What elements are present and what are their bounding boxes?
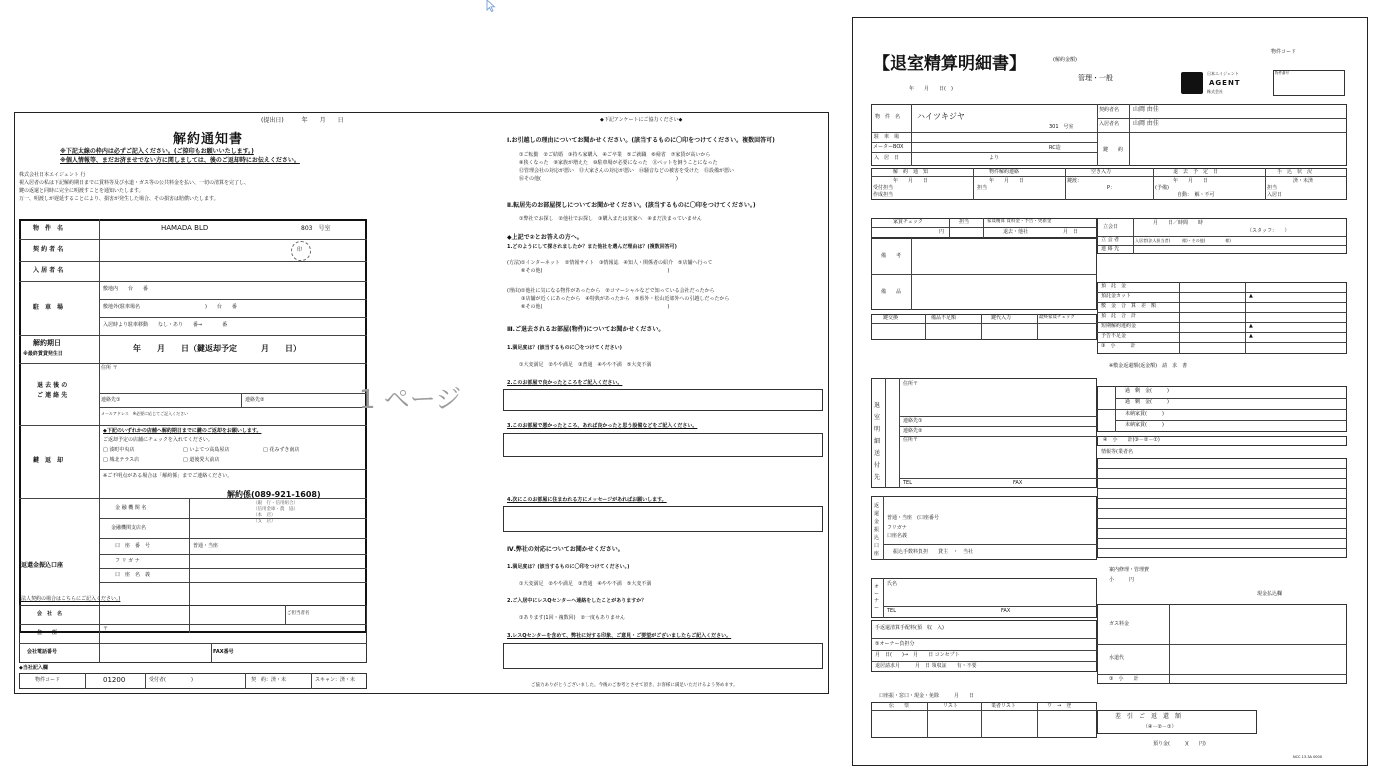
owner-bottom-row: ⑤オーナー負担分 [875,641,915,647]
parking-line-2: 敷地外(駐車場名 ) 台 番 [103,304,237,310]
survey-q2b: ◆上記で②とお答えの方へ。 [507,234,583,241]
survey-q2b-why-2: ③店舗が近くにあったから ④特典があったから ⑤県外・松山近郊外への引越しだったから [521,296,730,302]
mid-head: 担当 [959,219,970,225]
mid-yen: 円 [939,229,945,235]
notice-head: 解 約 通 知 [893,169,929,175]
attendee-value: 入居者(法人担当者) 様)・その他( 様) [1135,238,1231,243]
office-receipt: 受付者( ) [149,677,193,683]
fixtures-label: 備 品 [881,289,902,295]
property-name: HAMADA BLD [161,224,209,232]
bank-title: 返還金振込口座 [874,503,880,557]
room-number: 803 号室 [301,225,331,232]
key-head: 最終家賃チェック [1039,315,1075,320]
logo-brand: AGENT [1209,79,1241,87]
office-scan: スキャン：済・未 [315,677,356,683]
bottom-head: ワ → 登 [1047,703,1072,709]
survey-q3-1: 1.満足度は？(該当するものに〇をつけてください) [507,345,622,351]
refund-address: 住所〒 [903,381,919,387]
owner-bottom-row: 手返還清算手配料(預 収 入) [875,625,944,631]
survey-q3: Ⅲ.ご退去されるお部屋(物件)についてお聞かせください。 [507,326,665,333]
survey-q2b-why: (理由)①他社に気になる物件があったから ②コマーシャルなどで知っている会社だったから [507,288,715,294]
rc-structure: RC造 [1049,145,1061,151]
notice-line-1: ※下記太線の枠内は必ずご記入ください。(ご捺印もお願いいたします。) [60,148,254,155]
notice-value: 担当 [1267,185,1278,191]
meter-box-label: メーターBOX [873,144,904,150]
refund-account-label: 返還金振込口座 [21,562,64,569]
key-return-label: 鍵 返 却 [33,457,64,464]
billing-row: ③ 小 計 [1101,343,1136,349]
bank-bottom: 振込手数料負担 貸主 ・ 当社 [893,549,974,555]
utilities-subtotal: ③ 小 計 [1109,676,1139,682]
address-label: 住 所 [37,630,58,636]
survey-answer-box[interactable] [503,506,823,532]
survey-q3-1-options: ①大変満足 ②やや満足 ③普通 ④やや不満 ⑤大変不満 [519,362,652,368]
payment-method: 口座振・窓口・現金・免除 月 日 [879,693,975,699]
resident-name: 山岡 由佳 [1133,120,1159,127]
fax-label: FAX [1013,480,1023,486]
survey-q4: Ⅳ.弊社の対応についてお聞かせください。 [507,546,624,553]
notice-value: 受付担当 [873,185,894,191]
mid-month: 月 日 [1063,229,1079,235]
office-code-label: 物件コード [35,677,61,683]
key-head: 鍵交換 [883,315,899,321]
survey-q1-option: ⑧狭くなった ⑨家族が増えた ⑩駐車場が必要になった ⑪ペットを飼うことになった [519,160,718,166]
final-amount-formula: （④－②－①） [1143,724,1177,730]
owner-row: TEL [887,608,896,614]
bank-line: 普通・当座 (口座番号 [887,515,939,521]
settlement-date: 年 月 日( ) [909,86,953,92]
subtotal-label: ④ 小 計(③－②－①) [1103,437,1160,443]
survey-q4-1-options: ①大変満足 ②やや満足 ③普通 ④やや不満 ⑤大変不満 [519,581,652,587]
account-type: 普通・当座 [193,543,219,549]
office-note: ◆当社記入欄 [19,665,48,671]
key-head: 備品不足額 [931,315,957,321]
notice-line-2: ※個人情報等、まだお済ませでない方に関しましては、後のご返却時にお伝えください。 [60,157,300,164]
bottom-head: 伝 票 [889,703,910,709]
invoice-title: ※敷金返還額(返金額) 請 求 書 [1109,363,1188,369]
new-address: 住所 〒 [101,365,118,371]
new-contact-label-1: 退 去 後 の [37,382,68,389]
owner-row: FAX [1001,608,1011,614]
office-contract: 契 約：済・未 [251,677,287,683]
property-name: ハイツキジヤ [917,112,965,121]
bank-line: 口座名義 [887,533,908,539]
intro-line: 株式会社日本エイジェント 行 [19,172,86,178]
survey-q4-3: 3.レスQセンターを含めて、弊社に対する印象、ご意見・ご要望がございましたらご記入ください。 [507,633,732,639]
code-label: 物件コード [1271,49,1297,55]
settlement-sheet [852,17,1368,766]
contact-2: 連絡先② [245,397,265,403]
notice-value: 済・未済 [1293,178,1314,184]
parking-line-3: 入居時より駐車移動 なし・あり 番⇒ 番 [103,322,228,328]
bank-name-label: 金 融 機 関 名 [115,505,147,511]
store-option[interactable]: □ 湊町中央店 [103,447,135,453]
bottom-head: 業者リスト [991,703,1016,709]
notice-date: 年 月 日 [989,178,1025,184]
key-return-text-3: ※ご不明点がある場合は「解約係」までご連絡ください。 [103,473,233,479]
survey-answer-box[interactable] [503,433,823,457]
office-code: 01200 [103,676,126,684]
attendance-staff: （スタッフ： ） [1247,228,1290,234]
billing-row: 預 託 金 [1101,283,1127,289]
notice-head: 空き入力 [1091,169,1112,175]
survey-q3-3: 3.このお部屋で悪かったところ、あれば良かったと思う設備などをご記入ください。 [507,423,698,429]
key-contract-label: 鍵 約 [1103,147,1124,153]
attendance-label: 立会日 [1103,224,1119,230]
mail-note: メールアドレス ※必要に応じてご記入ください [101,411,189,416]
corp-note: (法人契約の場合はこちらにご記入ください。) [19,596,121,602]
store-option[interactable]: □ 城北テラス店 [103,457,140,463]
survey-answer-box[interactable] [503,643,823,669]
postal-mark: 〒 [103,626,109,632]
survey-q1-option: ⑫管理会社の対応が悪い ⑬大家さんの対応が悪い ⑭騒音などの被害を受けた ⑮設備が悪い [519,168,735,174]
survey-q2b-question: 1.どのようにして探されましたか？また他社を選んだ理由は？(複数回答可) [507,244,677,250]
billing-row: 敷 金 合 算 差 額 [1101,303,1157,309]
survey-q4-2: 2.ご入居中にレスQセンターへ連絡をしたことがありますか？ [507,598,647,604]
survey-q1-option: ⑯その他( ) [519,176,678,182]
cancel-date-value: 年 月 日（鍵返却予定 月 日） [133,344,301,353]
settlement-title: 【退室精算明細書】 [873,54,1026,74]
parking-line-1: 敷地内 台 番 [103,286,149,292]
seal-mark: 印 [297,247,303,253]
tel-label: TEL [903,480,912,486]
survey-q2b-how-2: ⑥その他( ) [521,268,670,274]
kana-label: フ リ ガ ナ [115,558,140,564]
fax-label: FAX番号 [213,649,234,655]
survey-q2: Ⅱ.転居先のお部屋探しについてお聞かせください。(該当するものに〇印をつけてください。) [507,202,756,209]
room-number: 301 号室 [1049,124,1074,130]
triangle-icon: ▲ [1249,293,1253,299]
remarks-label: 備 考 [881,253,902,259]
notice-value: (予備) [1155,185,1169,191]
new-contact-label-2: ご 連 絡 先 [37,392,68,399]
notice-title: 解約通知書 [173,132,244,147]
water-label: 水道代 [1109,655,1125,661]
logo-sub: 株式会社 [1207,89,1223,94]
mid-split: 退去・他社 [1003,229,1029,235]
mouse-pointer-icon [486,0,496,12]
survey-q2b-why-3: ⑥その他( ) [521,304,670,310]
property-label: 物 件 名 [33,225,64,232]
bank-line: フリガナ [887,525,907,531]
attendee-label: 立 会 者 [1101,237,1120,243]
intro-line: 万一、明渡しが遅延することにより、損害が発生した場合、その損害は賠償いたします。 [19,196,219,202]
settlement-subtitle: (解約金額) [1053,57,1077,63]
survey-q3-2: 2.このお部屋で良かったところをご記入ください。 [507,380,623,386]
owner-bottom-row: 月 日( )→ 月 日 コンセプト [875,652,960,658]
resident-label: 入居者名 [1099,121,1120,127]
code-box-label: 物件番号 [1275,71,1289,75]
intro-line: 鍵の返還と同時に完全に明渡すことを通知いたします。 [19,188,144,194]
store-option[interactable]: □ いよてつ高島屋店 [183,447,230,453]
triangle-icon: ▲ [1249,333,1253,339]
notice-head: 手 込 状 況 [1277,169,1313,175]
account-number-label: 口 座 番 号 [115,543,151,549]
refund-address: 住所〒 [903,437,919,443]
triangle-icon: ▲ [1249,323,1253,329]
survey-q4-1: 1.満足度は？(該当するものに〇印をつけてください。) [507,564,630,570]
notice-head: 物件解約連絡 [989,169,1020,175]
final-amount-label: 差 引 ご 返 還 額 [1115,713,1182,720]
survey-q3-4: 4.次にこのお部屋に住まわれる方にメッセージがあればお願いします。 [507,497,667,503]
billing-row: 預 託 合 計 [1101,313,1137,319]
deposit-line: 預り金( )( 円) [1153,741,1206,747]
parking-label: 駐 車 場 [33,304,64,311]
owner-table [871,578,1097,618]
mid-head: 家賃チェック [893,219,923,225]
survey-q2b-how: (方法)①インターネット ②情報サイト ③情報誌 ④知人・関係者の紹介 ⑤店舗へ行って [507,260,713,266]
notice-value: 作成担当 [873,192,894,198]
small-total: 小 円 [1109,577,1135,583]
contact-1: 連絡先① [101,397,121,403]
info-label: 情報等(業者名 [1101,449,1133,455]
store-option[interactable]: □ 花みずき南店 [263,447,300,453]
survey-answer-box[interactable] [503,389,823,411]
refund-contact: 連絡先① [903,418,923,424]
repair-label: 案内修理・管理費 [1109,567,1150,573]
store-option[interactable]: □ 道後愛大前店 [183,457,220,463]
notice-value: 鍵渡： [1067,178,1083,184]
key-return-text-1: ◆下記のいずれかの店舗へ解約期日までに鍵のご返却をお願いします。 [103,428,262,434]
mid-head: 家賃精算 賃料金・予告・更新金 [987,219,1052,224]
key-head: 鍵代入力 [991,315,1012,321]
billing-row: 預託金カット [1101,293,1131,299]
notice-date: 年 月 日 [1173,178,1209,184]
invoice-row: 過 剰 金( ) [1125,388,1169,394]
property-label: 物 件 名 [875,114,901,120]
owner-label: オーナー [874,584,880,611]
resident-label: 入 居 者 名 [33,267,64,274]
survey-q1: Ⅰ.お引越しの理由についてお聞かせください。(該当するものに〇印をつけてください。複数回答可) [507,137,775,144]
company-phone-label: 会社電話番号 [27,649,58,655]
notice-head: 退 去 予 定 日 [1173,169,1219,175]
survey-footer: ご協力ありがとうございました。今後のご参考とさせて頂き、お客様に満足いただけるよう努めます。 [531,683,738,688]
notice-date: 年 月 日 [893,178,929,184]
bottom-head: リスト [943,703,958,709]
invoice-row: 過 剰 金( ) [1125,399,1169,405]
bank-types: （銀 行・信用組合） （信用金庫・農 協） （本 店） （支 店） [253,501,298,524]
cash-label: 現金払込欄 [1257,591,1283,597]
intro-line: 視入居者の私は下記解約期日までに賃料等及び水道・ガス等の公共料金を払い、一切の清算を完了し、 [19,180,250,186]
attendance-date: 月 日／時間 時 [1153,220,1204,226]
owner-row: 氏名 [887,581,898,587]
branch-label: 金融機関支店名 [111,525,147,531]
holder-label: 口 座 名 義 [115,572,151,578]
survey-q4-2-options: ①あります(1回・複数回) ②一度もありません [519,615,626,621]
refund-contact: 連絡先② [903,428,923,434]
company-label: 会 社 名 [37,611,63,617]
move-in-label: 入 居 日 [874,155,900,161]
parking-label: 駐 車 場 [874,134,900,140]
since-label: より [989,155,1000,161]
invoice-row: 未納家賃( ) [1125,411,1164,417]
survey-header: ◆下記アンケートにご協力ください◆ [600,117,683,123]
cancel-date-sub: ※最終賃貸発生日 [23,351,63,357]
cancel-desk-phone: 解約係(089-921-1608) [227,490,321,499]
survey-q2-options: ①弊社でお探し ②他社でお探し ③購入または実家へ ④まだ決まっていません [519,216,702,222]
page-label: 1 ページ [359,385,462,415]
contractor-label: 契約者名 [1099,107,1120,113]
management-type: 管理・一般 [1078,74,1113,82]
gas-label: ガス料金 [1109,621,1130,627]
contractor-name: 山岡 由佳 [1133,106,1159,113]
cancel-date-label: 解約期日 [33,339,61,347]
notice-value: P： [1107,185,1116,191]
billing-row: 短期解約違約金 [1101,323,1137,329]
notice-value: 自動： 解・不可 [1177,192,1215,198]
billing-row: 予告不足金 [1101,333,1127,339]
invoice-row: 未納家賃( ) [1125,422,1164,428]
corp-table [19,605,367,663]
key-return-text-2: ご返却予定の店舗にチェックを入れてください。 [103,437,213,443]
company-logo [1181,72,1203,94]
cancellation-notice-sheet [14,112,829,694]
submission-date: (提出日) 年 月 日 [261,117,344,124]
notice-value: 担当 [977,185,988,191]
survey-q1-option: ①ご転勤 ②ご結婚 ③持ち家購入 ④ご卒業 ⑤ご就職 ⑥帰省 ⑦家賃が高いから [519,152,711,158]
refund-destination-label: 退室明細送付先 [874,402,881,481]
owner-bottom-row: 退居請求月 月 日 領収証 有・不要 [875,663,977,669]
form-number: NCC 13-3A 0000 [1293,755,1322,759]
contact-label: 連 絡 先 [1101,246,1120,252]
logo-text: 日本エイジェント [1207,71,1239,76]
person-label: ご担当者名 [287,611,310,616]
notice-value: 入居日 [1267,192,1283,198]
contractor-label: 契 約 者 名 [33,246,64,253]
